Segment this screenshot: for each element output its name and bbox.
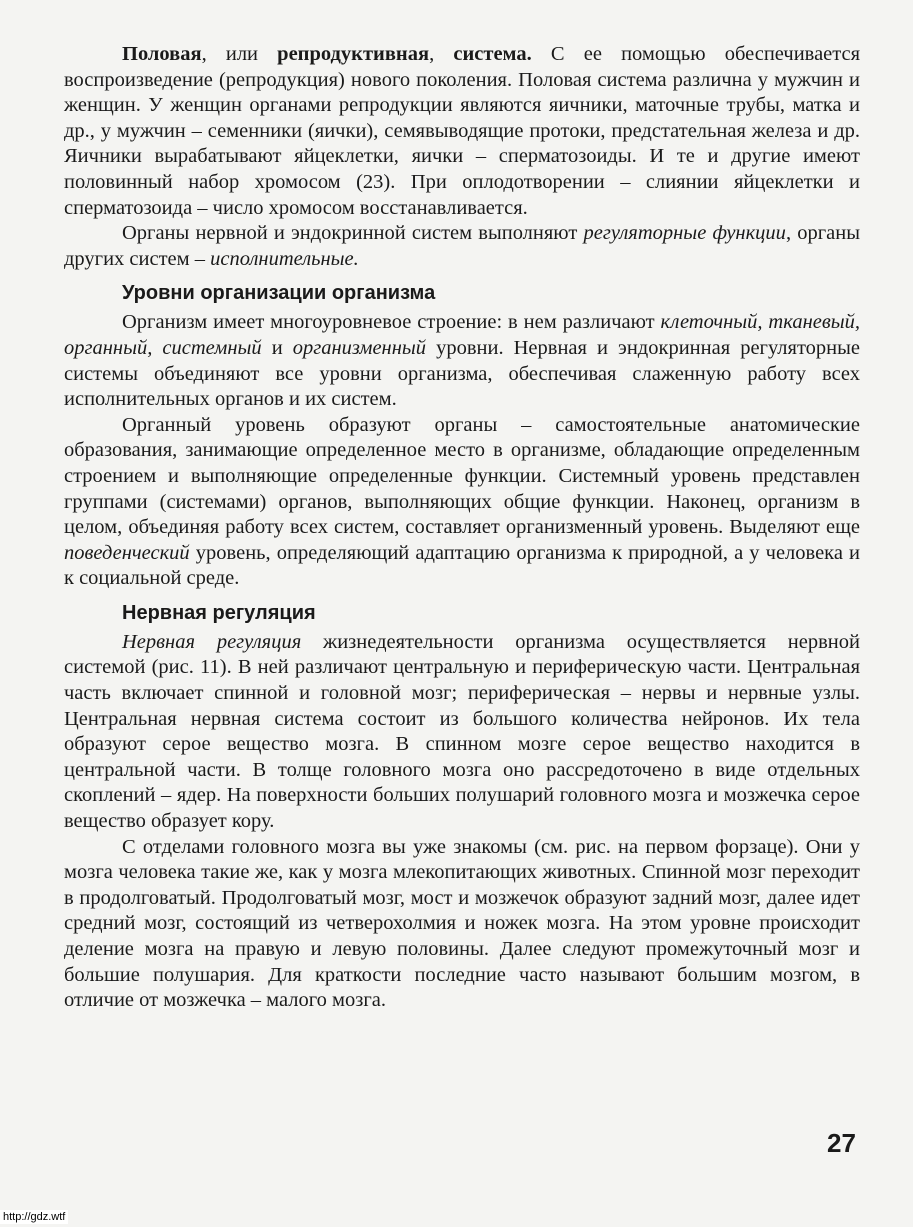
text-run: регуляторные функции bbox=[583, 222, 786, 245]
text-run: организменный bbox=[292, 336, 427, 359]
section-heading: Нервная регуляция bbox=[122, 601, 316, 624]
text-run: клеточный, тканевый, органный, системный bbox=[64, 311, 860, 359]
text-run: С отделами головного мозга вы уже знакомы (см. рис. на первом форзаце). Они у мозга человека такие же, как у мозга млекопитающих животных. Спинной мозг переходит в продолговатый. Продолговатый мозг, мост и мозжечок образуют задний мозг, далее идет средний мозг, состоящий из четверохолмия и ножек мозга. На этом уровне происходит деление мозга на правую и левую половины. Далее следуют промежуточный мозг и большие полушария. Для краткости последние часто называют большим мозгом, в отличие от мозжечка – малого мозга. bbox=[64, 835, 860, 1012]
page-body bbox=[64, 42, 860, 1014]
text-run: поведенческий bbox=[64, 541, 190, 564]
watermark-link[interactable]: http://gdz.wtf bbox=[0, 1210, 68, 1224]
paragraph-regulatory-functions bbox=[64, 221, 860, 272]
text-run: Половая bbox=[122, 43, 202, 65]
text-run: исполнительные. bbox=[210, 247, 359, 270]
text-run: репродуктивная bbox=[277, 43, 430, 65]
section-nervous-regulation bbox=[64, 600, 860, 1014]
paragraph-brain-parts bbox=[64, 835, 860, 1014]
section-organization-levels bbox=[64, 280, 860, 592]
text-run: жизнедеятельности организма осуществляется нервной системой (рис. 11). В ней различают центральную и периферическую части. Центральная часть включает спинной и головной мозг; периферическая – нервы и нервные узлы. Центральная нервная система состоит из большого количества нейронов. Их тела образуют серое вещество мозга. В спинном мозге серое вещество находится в центральной части. В толще головного мозга оно рассредоточено в виде отдельных скоплений – ядер. На поверхности больших полушарий головного мозга и мозжечка серое вещество образует кору. bbox=[64, 630, 860, 833]
paragraph-nervous-regulation bbox=[64, 630, 860, 835]
paragraph-reproductive-system bbox=[64, 42, 860, 221]
page-number: 27 bbox=[827, 1128, 856, 1158]
section-heading: Уровни организации организма bbox=[122, 282, 436, 305]
text-run: , органы других систем – bbox=[64, 222, 860, 270]
text-run: уровень, определяющий адаптацию организма к природной, а у человека и к социальной среде. bbox=[64, 541, 860, 590]
text-run: Нервная регуляция bbox=[122, 630, 302, 653]
text-run: уровни. Нервная и эндокринная регуляторные системы объединяют все уровни организма, обеспечивая слаженную работу всех исполнительных органов и их систем. bbox=[64, 336, 860, 411]
text-run: Органный уровень образуют органы – самостоятельные анатомические образования, занимающие определенное место в организме, обладающие определенным строением и выполняющие определенные функции. Системный уровень представлен группами (системами) органов, выполняющих общие функции. Наконец, организм в целом, объединяя работу всех систем, составляет организменный уровень. Выделяют еще bbox=[64, 413, 860, 539]
paragraph-levels bbox=[64, 310, 860, 412]
text-run: С ее помощью обеспечивается воспроизведение (репродукция) нового поколения. Половая система различна у мужчин и женщин. У женщин органами репродукции являются яичники, маточные трубы, матка и др., у мужчин – семенники (яички), семявыводящие протоки, предстательная железа и др. Яичники вырабатывают яйцеклетки, яички – сперматозоиды. И те и другие имеют половинный набор хромосом (23). При оплодотворении – слиянии яйцеклетки и сперматозоида – число хромосом восстанавливается. bbox=[64, 43, 861, 219]
text-run: , или bbox=[201, 43, 278, 65]
text-run: система. bbox=[453, 43, 532, 65]
intro-block bbox=[64, 42, 860, 272]
paragraph-organ-level bbox=[64, 413, 860, 592]
text-run: и bbox=[261, 336, 293, 359]
text-run: , bbox=[429, 43, 454, 65]
text-run: Организм имеет многоуровневое строение: в нем различают bbox=[122, 311, 661, 334]
text-run: Органы нервной и эндокринной систем выполняют bbox=[122, 222, 584, 245]
